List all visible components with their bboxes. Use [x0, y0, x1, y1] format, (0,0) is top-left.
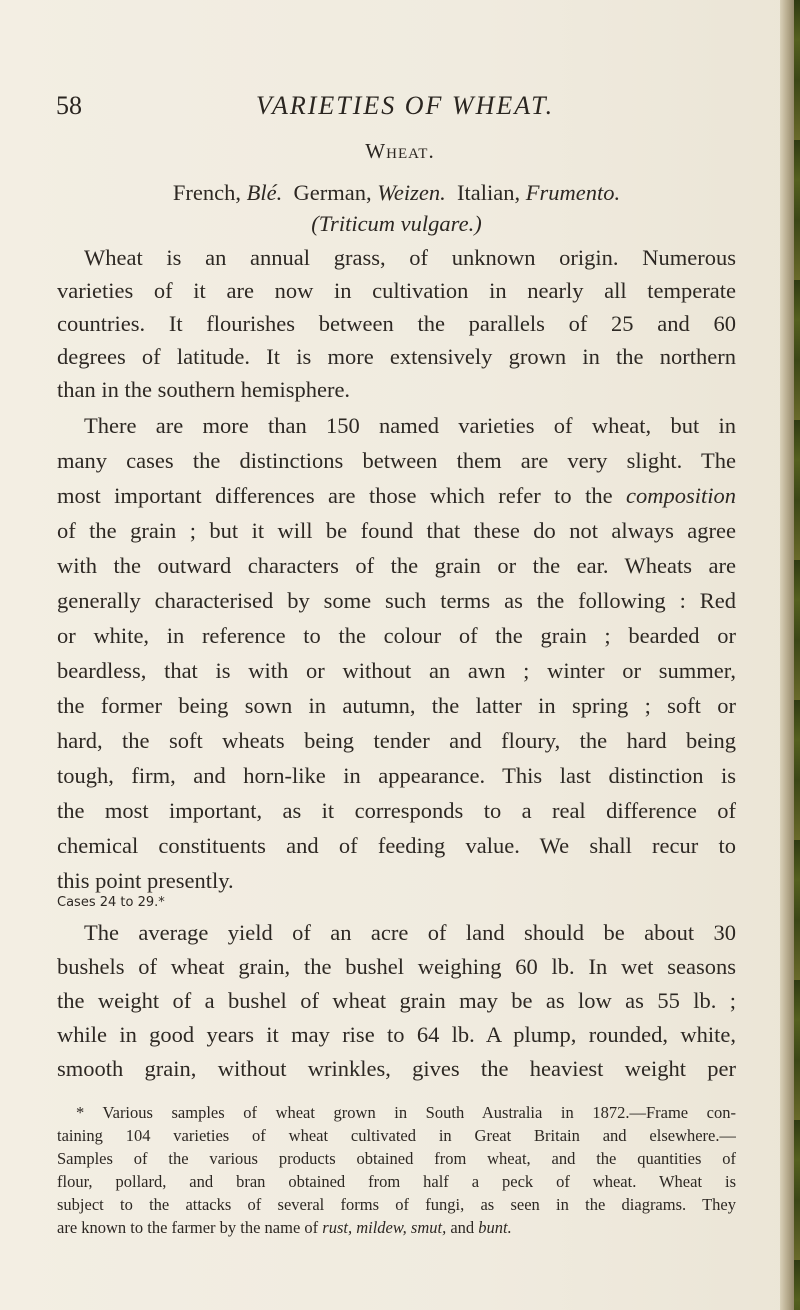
paragraph-line: The average yield of an acre of land should be about 30 [84, 920, 736, 945]
paragraph-line: smooth grain, without wrinkles, gives the heaviest weight per [57, 1056, 736, 1081]
footnote-line: taining 104 varieties of wheat cultivated in Great Britain and elsewhere.— [57, 1126, 736, 1145]
paragraph-line: Wheat is an annual grass, of unknown origin. Numerous [84, 245, 736, 270]
page-edge-binding [794, 0, 800, 1310]
paragraph-line: hard, the soft wheats being tender and floury, the hard being [57, 728, 736, 753]
paragraph-line: countries. It flourishes between the parallels of 25 and 60 [57, 311, 736, 336]
fungus-name-rust: rust, [322, 1218, 353, 1237]
paragraph-line: the former being sown in autumn, the latter in spring ; soft or [57, 693, 736, 718]
paragraph-line: of the grain ; but it will be found that these do not always agree [57, 518, 736, 543]
paragraph-line: the most important, as it corresponds to a real difference of [57, 798, 736, 823]
fungus-name-smut: smut, [410, 1218, 447, 1237]
running-head: VARIETIES OF WHEAT. [256, 91, 555, 120]
paragraph-line: the weight of a bushel of wheat grain may be as low as 55 lb. ; [57, 988, 736, 1013]
paragraph-line [57, 478, 736, 514]
paragraph-line: generally characterised by some such terms as the following : Red [57, 588, 736, 613]
french-name: Blé. [246, 180, 283, 205]
italian-label: Italian, [457, 180, 521, 205]
fungus-name-mildew: mildew, [356, 1218, 407, 1237]
paragraph-line: or white, in reference to the colour of the grain ; bearded or [57, 623, 736, 648]
paragraph-text: most important differences are those which refer to the [57, 483, 613, 508]
paragraph-line: tough, firm, and horn-like in appearance. This last distinction is [57, 763, 736, 788]
cases-note: Cases 24 to 29.* [57, 895, 165, 910]
paragraph-line: There are more than 150 named varieties of wheat, but in [84, 413, 736, 438]
paragraph-line: bushels of wheat grain, the bushel weighing 60 lb. In wet seasons [57, 954, 736, 979]
german-label: German, [293, 180, 372, 205]
section-heading: Wheat. [365, 139, 435, 163]
paragraph-line: with the outward characters of the grain or the ear. Wheats are [57, 553, 736, 578]
paragraph-line: chemical constituents and of feeding value. We shall recur to [57, 833, 736, 858]
paragraph-line: degrees of latitude. It is more extensively grown in the northern [57, 344, 736, 369]
paragraph-line: than in the southern hemisphere. [57, 377, 351, 402]
paragraph-line: many cases the distinctions between them are very slight. The [57, 448, 736, 473]
footnote-text: and [450, 1218, 475, 1237]
footnote-text: are known to the farmer by the name of [57, 1218, 319, 1237]
footnote-line: flour, pollard, and bran obtained from half a peck of wheat. Wheat is [57, 1172, 736, 1191]
footnote-line [57, 1216, 736, 1240]
italian-name: Frumento. [525, 180, 621, 205]
footnote-line: subject to the attacks of several forms of fungi, as seen in the diagrams. They [57, 1195, 736, 1214]
german-name: Weizen. [377, 180, 446, 205]
page-edge [780, 0, 800, 1310]
page-number: 58 [56, 91, 82, 120]
french-label: French, [172, 180, 241, 205]
latin-name: (Triticum vulgare.) [311, 211, 482, 236]
paragraph-line: varieties of it are now in cultivation in nearly all temperate [57, 278, 736, 303]
fungus-name-bunt: bunt. [478, 1218, 512, 1237]
paragraph-line: this point presently. [57, 868, 234, 893]
footnote-line: * Various samples of wheat grown in South Australia in 1872.—Frame con- [76, 1103, 736, 1122]
emphasized-term: composition [626, 483, 736, 508]
paragraph-line: beardless, that is with or without an awn ; winter or summer, [57, 658, 736, 683]
footnote-line: Samples of the various products obtained from wheat, and the quantities of [57, 1149, 736, 1168]
paragraph-line: while in good years it may rise to 64 lb. A plump, rounded, white, [57, 1022, 736, 1047]
